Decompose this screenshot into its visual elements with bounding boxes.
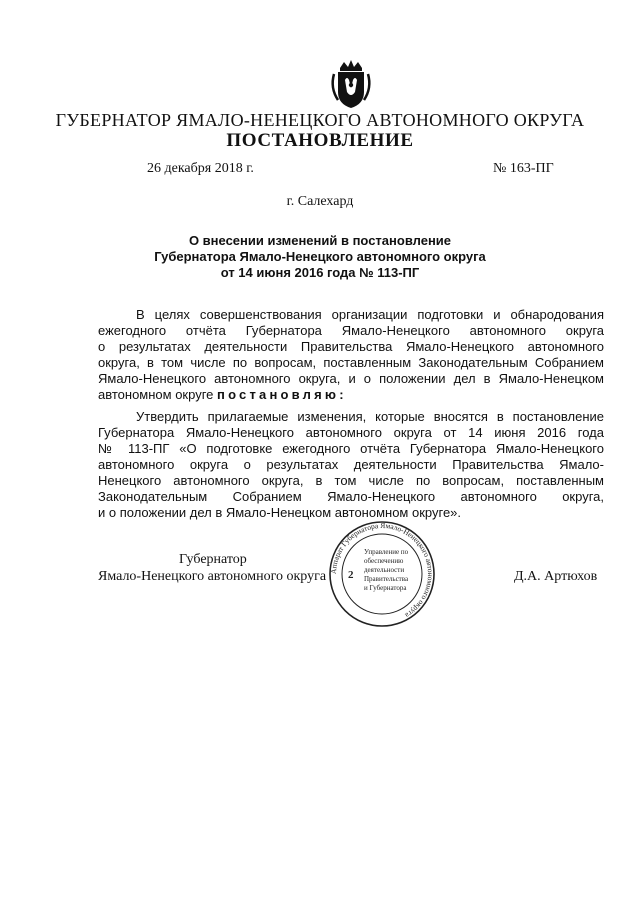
document-number: № 163-ПГ [493, 161, 554, 176]
paragraph-line [98, 387, 604, 403]
stamp-inner-line: деятельности [364, 566, 405, 574]
paragraph-line: и о положении дел в Ямало-Ненецком автономном округе». [98, 505, 462, 520]
stamp-inner-line: и Губернатора [364, 584, 407, 592]
document-date: 26 декабря 2018 г. [147, 161, 254, 176]
title-line: О внесении изменений в постановление [188, 233, 452, 248]
official-stamp [320, 520, 444, 628]
resolution-paragraph [98, 409, 604, 521]
paragraph-line: В целях совершенствования организации подготовки и обнародования [136, 307, 604, 322]
title-line: от 14 июня 2016 года № 113-ПГ [220, 265, 420, 280]
stamp-inner-line: обеспечению [364, 557, 404, 565]
coat-of-arms-icon [328, 58, 374, 110]
paragraph-line: Законодательным Собранием Ямало-Ненецкого автономного округа, [98, 489, 604, 504]
paragraph-line: Ямало-Ненецкого автономного округа, и о положении дел в Ямало-Ненецком [98, 371, 604, 386]
stamp-ring-text: Аппарат Губернатора Ямало-Ненецкого автономного округа [328, 520, 436, 621]
paragraph-line: ежегодного отчёта Губернатора Ямало-Ненецкого автономного округа [98, 323, 604, 338]
preamble-paragraph [98, 307, 604, 403]
signature-organization: Ямало-Ненецкого автономного округа [98, 569, 327, 584]
paragraph-line: автономного округа о результатах деятельности Правительства Ямало- [98, 457, 604, 472]
document-city: г. Салехард [286, 194, 354, 209]
paragraph-line-text: автономном округе [98, 387, 214, 402]
paragraph-line: о результатах деятельности Правительства Ямало-Ненецкого автономного [98, 339, 604, 354]
paragraph-line: Ненецкого автономного округа, в том числе по вопросам, поставленным [98, 473, 604, 488]
organization-heading: ГУБЕРНАТОР ЯМАЛО-НЕНЕЦКОГО АВТОНОМНОГО ОКРУГА [55, 110, 585, 130]
stamp-number: 2 [348, 569, 354, 581]
signature-name: Д.А. Артюхов [514, 569, 598, 584]
paragraph-line: Утвердить прилагаемые изменения, которые вносятся в постановление [136, 409, 604, 424]
stamp-inner-line: Управление по [364, 548, 409, 556]
decree-word: постановляю: [217, 387, 347, 402]
signature-title: Губернатор [179, 552, 247, 567]
paragraph-line: округа, в том числе по вопросам, поставленным Законодательным Собранием [98, 355, 604, 370]
document-title [110, 233, 530, 281]
paragraph-line: Губернатора Ямало-Ненецкого автономного округа от 14 июня 2016 года [98, 425, 604, 440]
paragraph-line: № 113-ПГ «О подготовке ежегодного отчёта Губернатора Ямало-Ненецкого [98, 441, 604, 456]
document-type-heading: ПОСТАНОВЛЕНИЕ [226, 130, 414, 151]
title-line: Губернатора Ямало-Ненецкого автономного округа [154, 249, 486, 264]
stamp-inner-line: Правительства [364, 575, 409, 583]
